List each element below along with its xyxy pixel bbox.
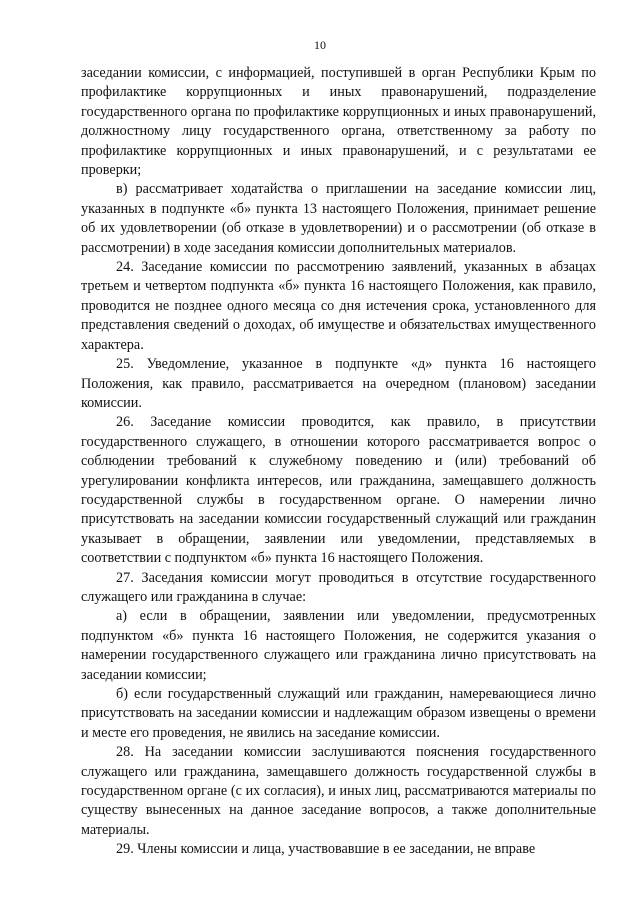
paragraph-28: 28. На заседании комиссии заслушиваются пояснения государственного служащего или гражданина, замещавшего должность государственной службы в государственном органе (с их согласия), и иных лиц, рассматриваются материалы по существу вынесенных на данное заседание вопросов, а также дополнительные материалы.: [81, 744, 596, 838]
paragraph-29: 29. Члены комиссии и лица, участвовавшие в ее заседании, не вправе: [116, 841, 536, 858]
paragraph-continuation: заседании комиссии, с информацией, поступившей в орган Республики Крым по профилактике коррупционных и иных правонарушений, подразделение государственного органа по профилактике коррупционных и иных правонарушений, должностному лицу государственного органа, ответственному за работу по профилактике коррупционных и иных правонарушений, и с результатами ее проверки;: [81, 65, 596, 179]
paragraph-27: 27. Заседания комиссии могут проводиться в отсутствие государственного служащего или гражданина в случае:: [81, 569, 596, 605]
paragraph-27-a: а) если в обращении, заявлении или уведомлении, предусмотренных подпунктом «б» пункта 16 настоящего Положения, не содержится указания о намерении государственного служащего или гражданина лично присутствовать на заседании комиссии;: [81, 608, 596, 683]
paragraph-26: 26. Заседание комиссии проводится, как правило, в присутствии государственного служащего, в отношении которого рассматривается вопрос о соблюдении требований к служебному поведению и (или) требований об урегулировании конфликта интересов, или гражданина, замещавшего должность государственной службы в государственном органе. О намерении лично присутствовать на заседании комиссии государственный служащий или гражданин указывает в обращении, заявлении или уведомлении, представляемых в соответствии с подпунктом «б» пункта 16 настоящего Положения.: [81, 414, 596, 567]
document-body: [81, 64, 596, 860]
paragraph-subitem-v: в) рассматривает ходатайства о приглашении на заседание комиссии лиц, указанных в подпункте «б» пункта 13 настоящего Положения, принимает решение об их удовлетворении (об отказе в удовлетворении) и о рассмотрении (об отказе в рассмотрении) в ходе заседания комиссии дополнительных материалов.: [81, 181, 596, 256]
page-number: 10: [314, 38, 326, 52]
paragraph-24: 24. Заседание комиссии по рассмотрению заявлений, указанных в абзацах третьем и четвертом подпункта «б» пункта 16 настоящего Положения, как правило, проводится не позднее одного месяца со дня истечения срока, установленного для представления сведений о доходах, об имуществе и обязательствах имущественного характера.: [81, 259, 596, 353]
paragraph-27-b: б) если государственный служащий или гражданин, намеревающиеся лично присутствовать на заседании комиссии и надлежащим образом извещены о времени и месте его проведения, не явились на заседание комиссии.: [81, 686, 596, 741]
paragraph-25: 25. Уведомление, указанное в подпункте «д» пункта 16 настоящего Положения, как правило, рассматривается на очередном (плановом) заседании комиссии.: [81, 356, 596, 411]
